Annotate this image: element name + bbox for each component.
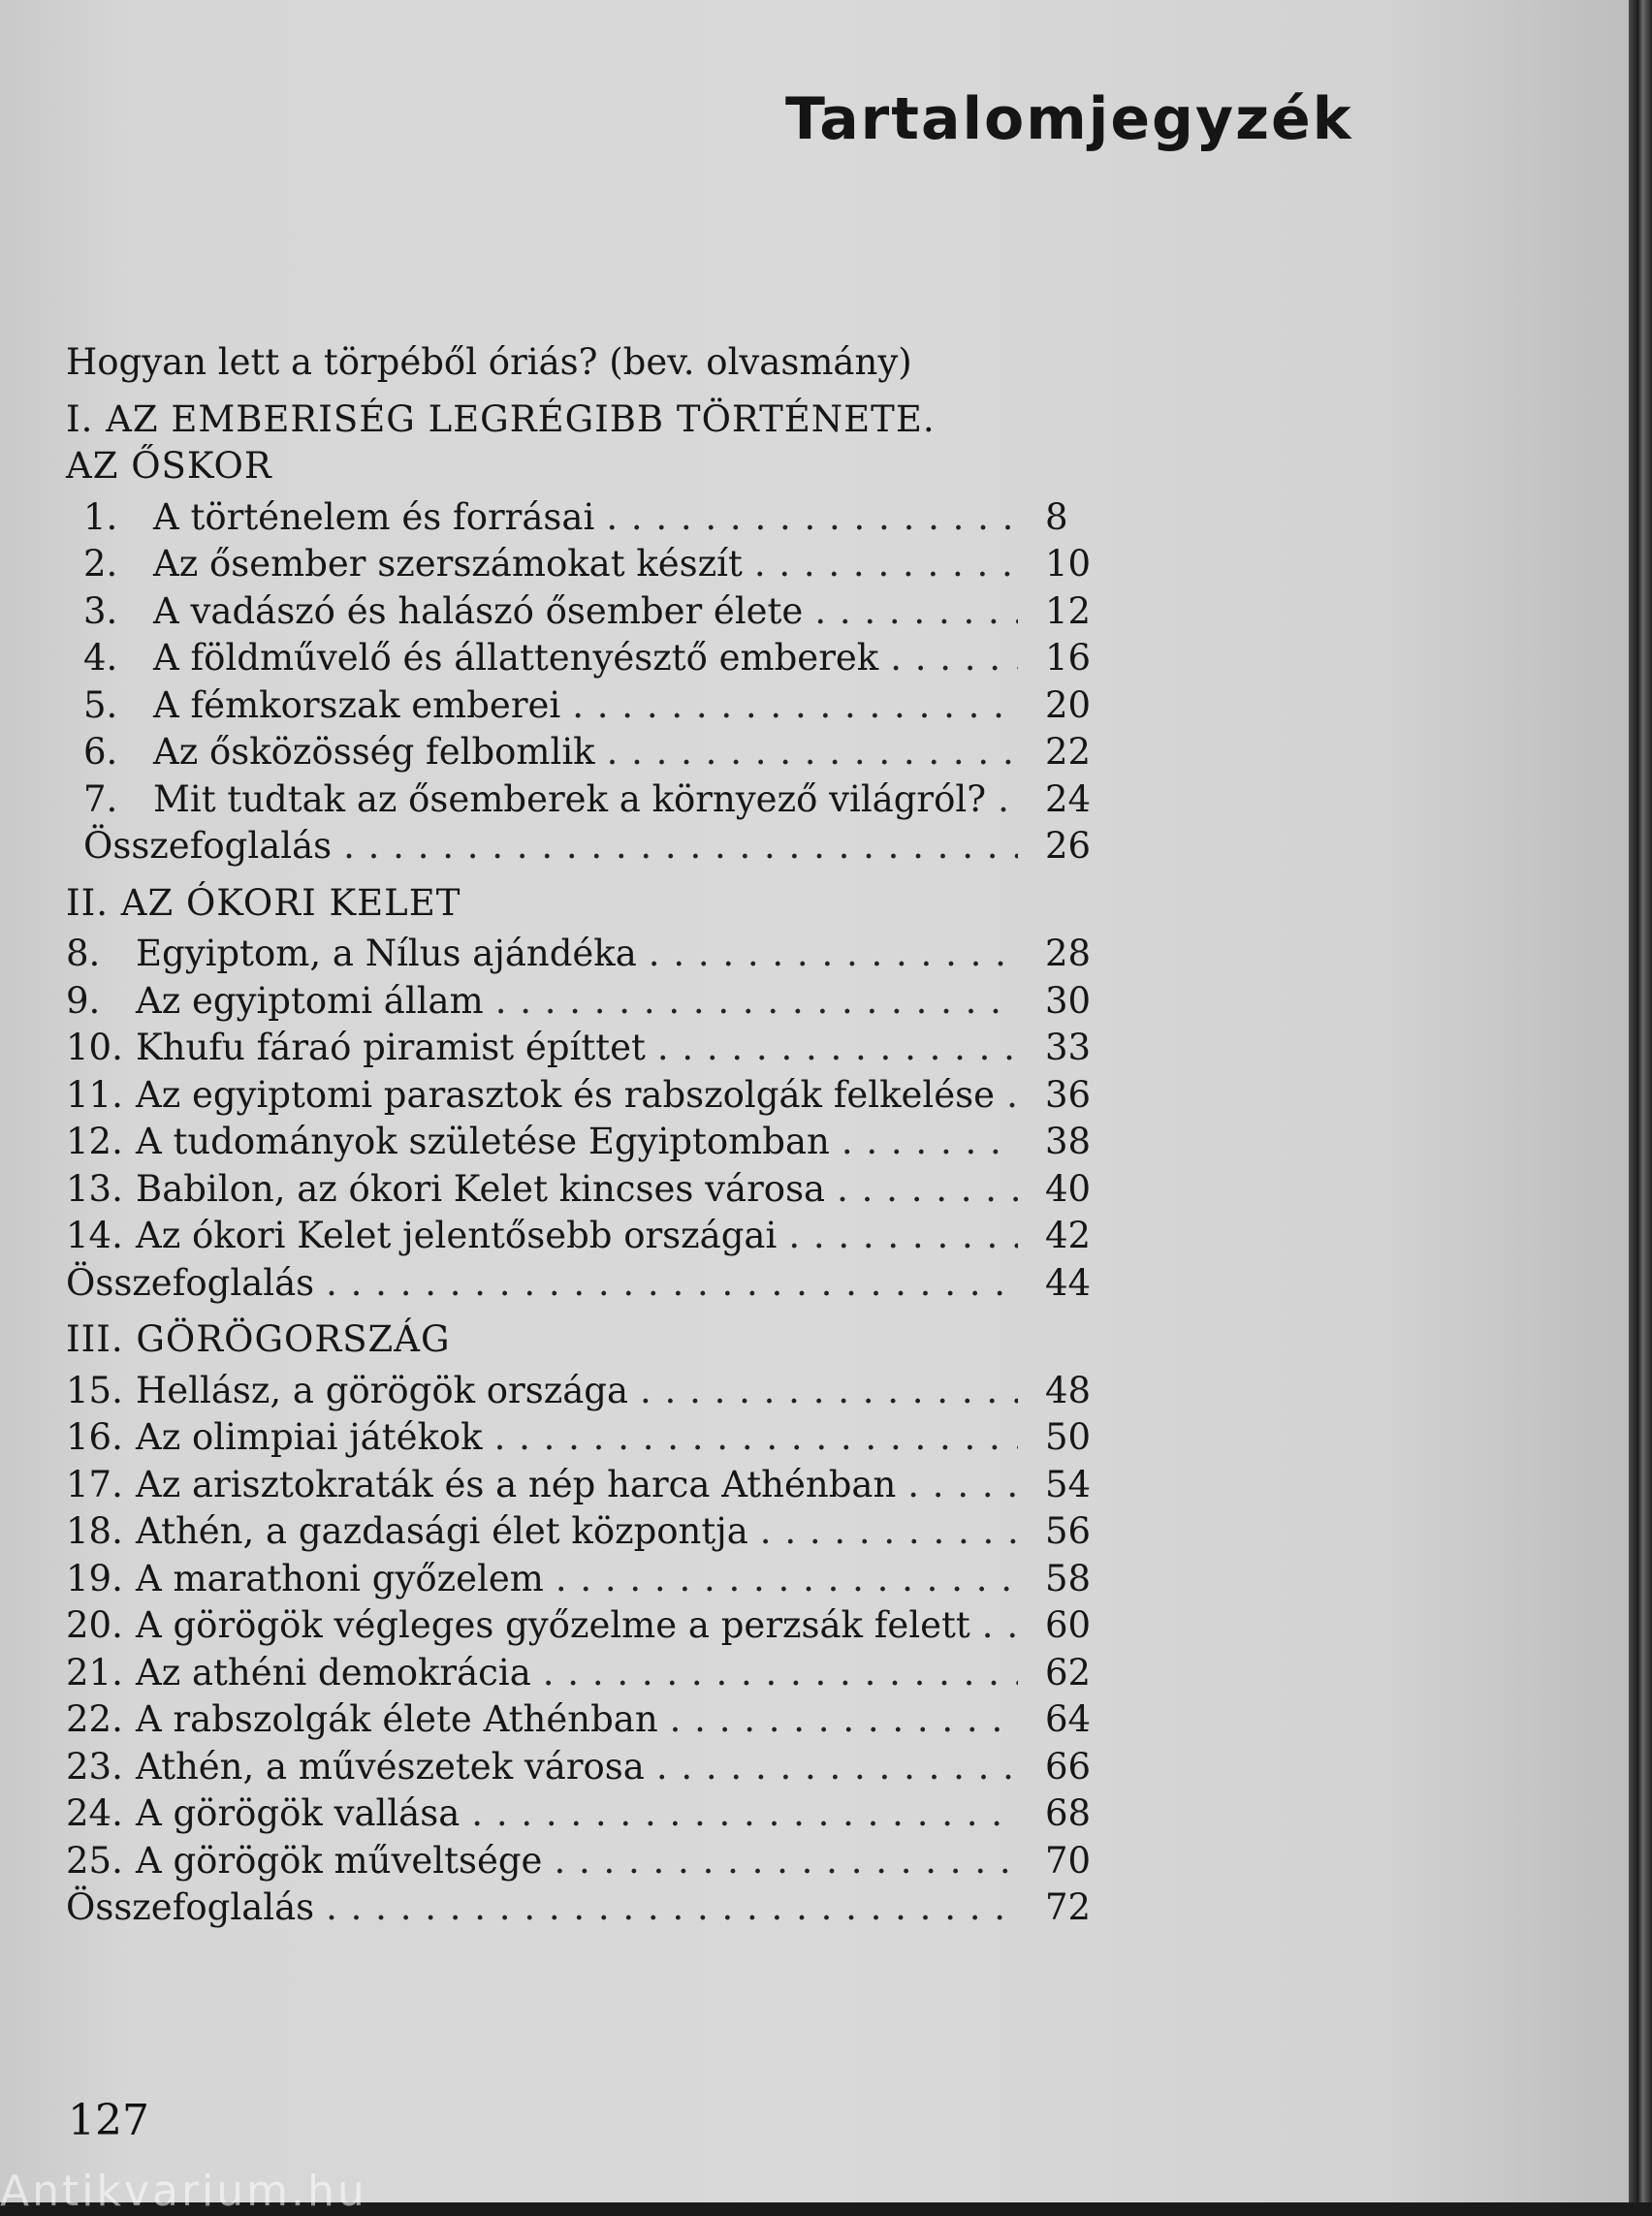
entry-number: 24. xyxy=(66,1792,123,1834)
entry-title: Az olimpiai játékok xyxy=(136,1416,483,1458)
dot-leader xyxy=(649,931,1018,978)
entry-page: 20 xyxy=(1045,683,1092,726)
entry-title: Az ókori Kelet jelentősebb országai xyxy=(136,1215,778,1256)
entry-page: 42 xyxy=(1045,1215,1092,1256)
page-number: 127 xyxy=(68,2096,149,2145)
entry-number: 21. xyxy=(66,1651,123,1694)
toc-entry xyxy=(66,1025,1103,1072)
summary-page: 44 xyxy=(1045,1261,1092,1304)
entry-page: 30 xyxy=(1045,979,1092,1022)
table-of-contents xyxy=(66,339,1103,1936)
entry-title: A fémkorszak emberei xyxy=(153,683,561,726)
book-spine-edge xyxy=(1629,0,1652,2202)
toc-entry xyxy=(66,1650,1103,1697)
entry-number: 9. xyxy=(66,979,101,1022)
dot-leader xyxy=(606,494,1018,542)
toc-entry xyxy=(66,1414,1103,1462)
toc-entry xyxy=(66,682,1103,730)
section-title: I. AZ EMBERISÉG LEGRÉGIBB TÖRTÉNETE. xyxy=(66,397,936,440)
entry-page: 50 xyxy=(1045,1416,1092,1458)
entry-page: 28 xyxy=(1045,933,1092,974)
dot-leader xyxy=(760,1508,1018,1556)
entry-number: 25. xyxy=(66,1839,123,1882)
entry-number: 18. xyxy=(66,1510,123,1552)
entry-page: 66 xyxy=(1045,1745,1092,1788)
dot-leader xyxy=(607,729,1018,776)
dot-leader xyxy=(543,1650,1018,1697)
entry-number: 2. xyxy=(83,543,118,585)
dot-leader xyxy=(998,776,1018,824)
toc-entry xyxy=(66,1368,1103,1415)
entry-number: 16. xyxy=(66,1416,123,1458)
entry-page: 16 xyxy=(1045,637,1092,679)
entry-number: 4. xyxy=(83,637,118,679)
dot-leader xyxy=(670,1696,1018,1744)
entry-page: 64 xyxy=(1045,1698,1092,1740)
entry-number: 10. xyxy=(66,1027,123,1068)
summary-page: 26 xyxy=(1045,825,1092,867)
dot-leader xyxy=(754,541,1018,588)
entry-number: 1. xyxy=(83,495,118,538)
entry-title: Athén, a gazdasági élet központja xyxy=(136,1510,748,1552)
summary-title: Összefoglalás xyxy=(83,825,333,867)
dot-leader xyxy=(657,1025,1018,1072)
toc-entry xyxy=(66,1602,1103,1650)
dot-leader xyxy=(554,1838,1018,1885)
entry-title: Az egyiptomi parasztok és rabszolgák felkelése xyxy=(136,1073,996,1116)
entry-number: 7. xyxy=(83,777,118,820)
entry-number: 22. xyxy=(66,1698,123,1740)
toc-entry xyxy=(66,776,1103,824)
dot-leader xyxy=(1006,1072,1018,1120)
entry-title: A vadászó és halászó ősember élete xyxy=(153,589,804,632)
entry-title: Az ősközösség felbomlik xyxy=(153,731,595,773)
watermark: Antikvarium.hu xyxy=(0,2167,367,2216)
dot-leader xyxy=(471,1790,1018,1838)
entry-number: 17. xyxy=(66,1463,123,1505)
entry-title: A marathoni győzelem xyxy=(136,1557,544,1599)
toc-entry xyxy=(66,1790,1103,1838)
entry-number: 19. xyxy=(66,1557,123,1599)
entry-number: 3. xyxy=(83,589,118,632)
entry-title: A tudományok születése Egyiptomban xyxy=(136,1121,830,1162)
toc-entry xyxy=(66,1508,1103,1556)
dot-leader xyxy=(572,682,1018,730)
summary-title: Összefoglalás xyxy=(66,1261,315,1304)
entry-number: 6. xyxy=(83,731,118,773)
entry-number: 14. xyxy=(66,1215,123,1256)
entry-title: Az arisztokraták és a nép harca Athénban xyxy=(136,1463,897,1505)
entry-title: Egyiptom, a Nílus ajándéka xyxy=(136,933,637,974)
entry-title: Hellász, a görögök országa xyxy=(136,1369,629,1411)
entry-number: 12. xyxy=(66,1121,123,1162)
section-title: II. AZ ÓKORI KELET xyxy=(66,881,461,924)
entry-page: 22 xyxy=(1045,731,1092,773)
entry-title: Khufu fáraó piramist építtet xyxy=(136,1027,646,1068)
dot-leader xyxy=(788,1213,1018,1260)
dot-leader xyxy=(343,823,1018,871)
entry-title: Az egyiptomi állam xyxy=(136,979,484,1022)
entry-title: A görögök vallása xyxy=(136,1792,461,1834)
entry-page: 36 xyxy=(1045,1073,1092,1116)
entry-page: 60 xyxy=(1045,1604,1092,1646)
toc-entry xyxy=(66,541,1103,588)
dot-leader xyxy=(556,1556,1018,1603)
toc-entry xyxy=(66,1556,1103,1603)
summary-entry xyxy=(66,1260,1103,1308)
toc-entry xyxy=(66,1696,1103,1744)
entry-page: 12 xyxy=(1045,589,1092,632)
entry-title: A görögök végleges győzelme a perzsák felett xyxy=(136,1604,970,1646)
toc-entry xyxy=(66,635,1103,682)
dot-leader xyxy=(326,1884,1018,1932)
entry-page: 58 xyxy=(1045,1557,1092,1599)
intro-line: Hogyan lett a törpéből óriás? (bev. olvasmány) xyxy=(66,341,912,383)
entry-title: A földművelő és állattenyésztő emberek xyxy=(153,637,879,679)
entry-number: 13. xyxy=(66,1167,123,1210)
dot-leader xyxy=(907,1462,1018,1509)
entry-number: 8. xyxy=(66,933,101,974)
dot-leader xyxy=(814,588,1018,636)
entry-number: 15. xyxy=(66,1369,123,1411)
toc-entry xyxy=(66,1744,1103,1791)
entry-page: 24 xyxy=(1045,777,1092,820)
entry-title: A görögök műveltsége xyxy=(136,1839,543,1882)
dot-leader xyxy=(837,1166,1018,1214)
toc-entry xyxy=(66,1166,1103,1214)
page-heading: Tartalomjegyzék xyxy=(785,85,1353,153)
entry-page: 68 xyxy=(1045,1792,1092,1834)
toc-entry xyxy=(66,931,1103,978)
entry-page: 33 xyxy=(1045,1027,1092,1068)
entry-title: Mit tudtak az ősemberek a környező világról? xyxy=(153,777,987,820)
entry-title: A történelem és forrásai xyxy=(153,495,595,538)
toc-entry xyxy=(66,494,1103,542)
section-title: III. GÖRÖGORSZÁG xyxy=(66,1318,451,1360)
summary-entry xyxy=(66,823,1103,871)
dot-leader xyxy=(640,1368,1018,1415)
entry-page: 54 xyxy=(1045,1463,1092,1505)
entry-number: 20. xyxy=(66,1604,123,1646)
entry-page: 70 xyxy=(1045,1839,1092,1882)
toc-entry xyxy=(66,1213,1103,1260)
toc-entry xyxy=(66,978,1103,1026)
entry-title: Az athéni demokrácia xyxy=(136,1651,531,1694)
entry-number: 23. xyxy=(66,1745,123,1788)
entry-title: Babilon, az ókori Kelet kincses városa xyxy=(136,1167,826,1210)
toc-entry xyxy=(66,1119,1103,1166)
entry-page: 40 xyxy=(1045,1167,1092,1210)
section-subtitle: AZ ŐSKOR xyxy=(66,445,272,487)
entry-page: 56 xyxy=(1045,1510,1092,1552)
toc-entry xyxy=(66,588,1103,636)
summary-page: 72 xyxy=(1045,1886,1092,1928)
entry-page: 48 xyxy=(1045,1369,1092,1411)
entry-page: 10 xyxy=(1045,543,1092,585)
toc-entry xyxy=(66,729,1103,776)
summary-title: Összefoglalás xyxy=(66,1886,315,1928)
toc-entry xyxy=(66,1838,1103,1885)
entry-number: 5. xyxy=(83,683,118,726)
entry-number: 11. xyxy=(66,1073,123,1116)
entry-title: Az ősember szerszámokat készít xyxy=(153,543,743,585)
dot-leader xyxy=(494,1414,1018,1462)
entry-title: Athén, a művészetek városa xyxy=(136,1745,645,1788)
entry-page: 38 xyxy=(1045,1121,1092,1162)
summary-entry xyxy=(66,1884,1103,1932)
entry-title: A rabszolgák élete Athénban xyxy=(136,1698,658,1740)
dot-leader xyxy=(982,1602,1018,1650)
dot-leader xyxy=(656,1744,1018,1791)
dot-leader xyxy=(495,978,1018,1026)
dot-leader xyxy=(890,635,1018,682)
entry-page: 62 xyxy=(1045,1651,1092,1694)
toc-entry xyxy=(66,1462,1103,1509)
toc-entry xyxy=(66,1072,1103,1120)
dot-leader xyxy=(326,1260,1018,1308)
dot-leader xyxy=(842,1119,1018,1166)
entry-page: 8 xyxy=(1045,495,1068,538)
